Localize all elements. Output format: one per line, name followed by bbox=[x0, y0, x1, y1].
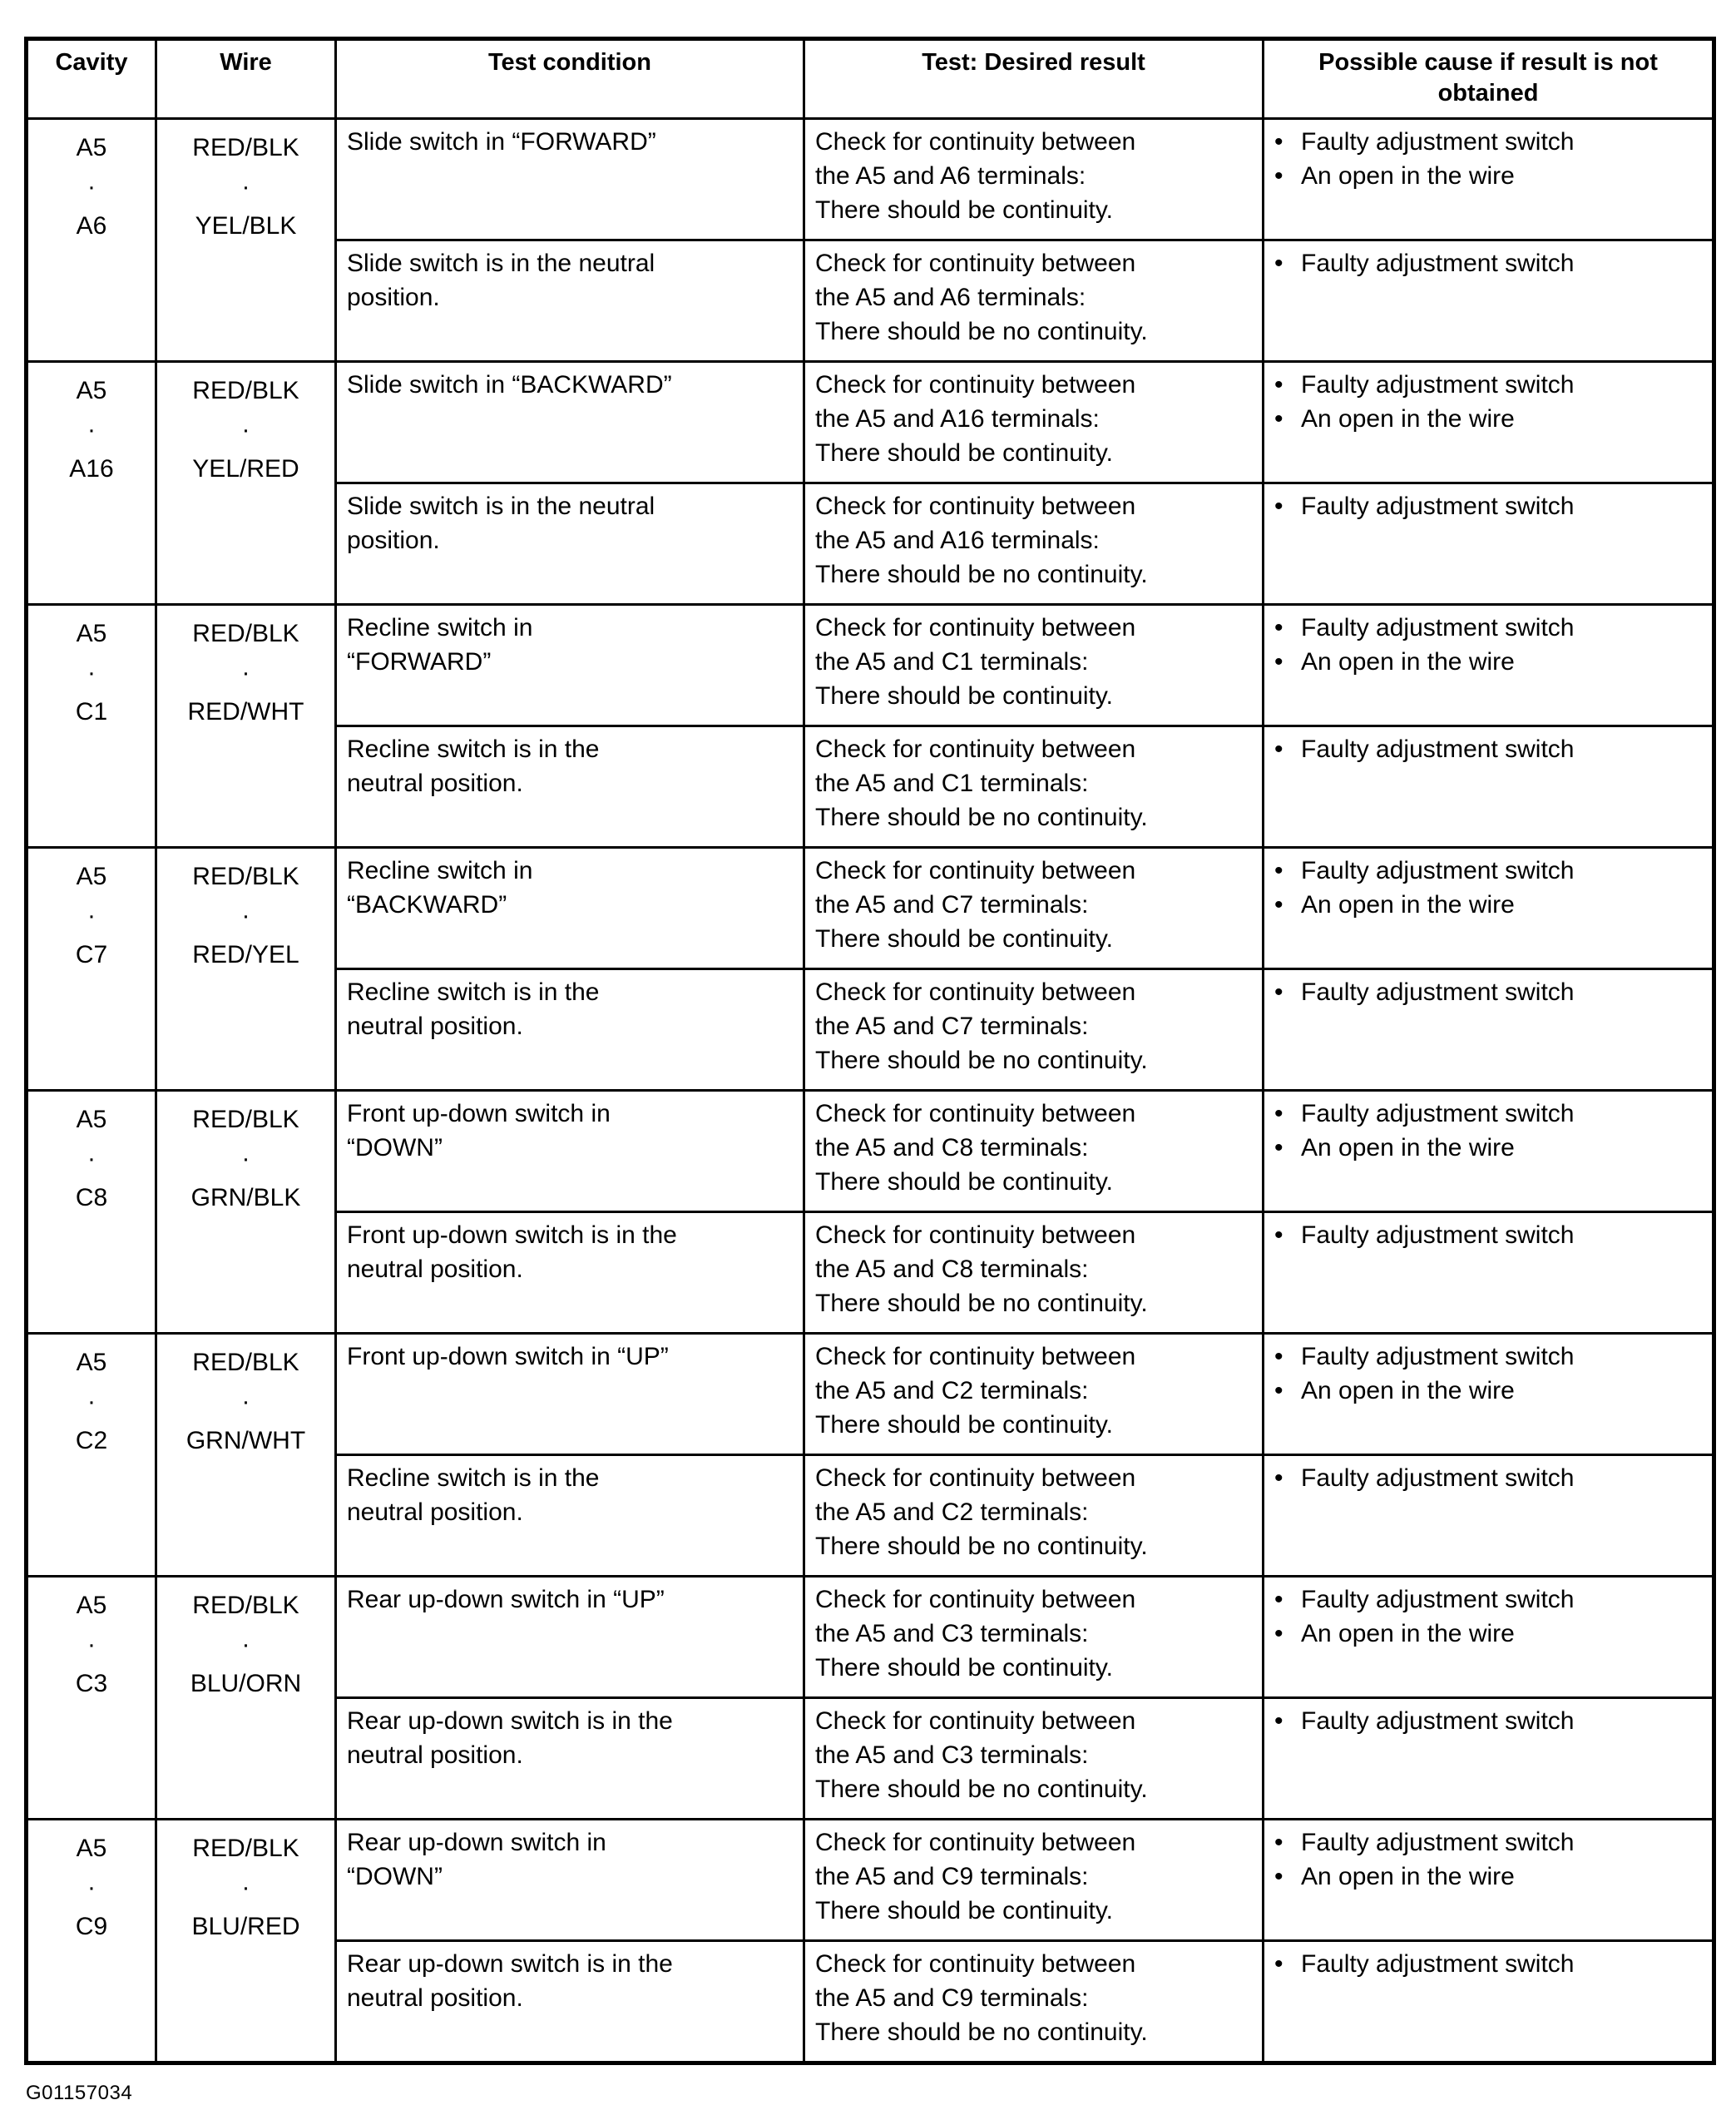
cavity-cell bbox=[27, 848, 156, 1091]
text-line: “BACKWARD” bbox=[347, 891, 507, 919]
cavity-line: · bbox=[87, 173, 96, 201]
table-row bbox=[27, 605, 1714, 726]
cause-item bbox=[1274, 125, 1702, 159]
test-condition-cell bbox=[336, 1455, 804, 1577]
test-result-cell bbox=[804, 969, 1264, 1091]
cause-item bbox=[1274, 1374, 1702, 1408]
table-row bbox=[27, 1577, 1714, 1698]
wire-line: BLU/RED bbox=[191, 1913, 300, 1940]
test-condition-cell bbox=[336, 1820, 804, 1941]
cause-text: Faulty adjustment switch bbox=[1301, 250, 1575, 277]
cause-text: Faulty adjustment switch bbox=[1301, 1221, 1575, 1249]
bullet-icon: • bbox=[1274, 614, 1283, 641]
text-line: Check for continuity between bbox=[815, 1586, 1136, 1613]
wire-line: RED/BLK bbox=[192, 620, 299, 647]
text-line: There should be no continuity. bbox=[815, 1290, 1148, 1317]
wire-line: RED/WHT bbox=[187, 698, 304, 726]
possible-cause-cell bbox=[1264, 483, 1714, 605]
wire-line: RED/BLK bbox=[192, 377, 299, 404]
cavity-line: · bbox=[87, 1388, 96, 1415]
bullet-icon: • bbox=[1274, 1707, 1283, 1735]
test-result-cell bbox=[804, 605, 1264, 726]
possible-cause-cell bbox=[1264, 1820, 1714, 1941]
col-header-possible-cause: Possible cause if result is not obtained bbox=[1264, 39, 1714, 119]
cause-item bbox=[1274, 732, 1702, 766]
cavity-line: · bbox=[87, 416, 96, 443]
text-line: Rear up-down switch is in the bbox=[347, 1707, 673, 1735]
text-line: There should be no continuity. bbox=[815, 1047, 1148, 1074]
test-result-cell bbox=[804, 1698, 1264, 1820]
cavity-line: C9 bbox=[75, 1913, 108, 1940]
possible-cause-cell bbox=[1264, 1455, 1714, 1577]
test-condition-cell bbox=[336, 240, 804, 362]
text-line: position. bbox=[347, 527, 440, 554]
possible-cause-cell bbox=[1264, 848, 1714, 969]
bullet-icon: • bbox=[1274, 736, 1283, 763]
bullet-icon: • bbox=[1274, 405, 1283, 433]
test-result-cell bbox=[804, 1577, 1264, 1698]
cavity-line: A5 bbox=[76, 377, 107, 404]
cavity-cell bbox=[27, 119, 156, 362]
cause-item bbox=[1274, 489, 1702, 523]
cause-item bbox=[1274, 402, 1702, 436]
header-row bbox=[27, 39, 1714, 119]
bullet-icon: • bbox=[1274, 978, 1283, 1006]
cause-text: Faulty adjustment switch bbox=[1301, 1343, 1575, 1370]
text-line: the A5 and C1 terminals: bbox=[815, 770, 1089, 797]
cause-item bbox=[1274, 1704, 1702, 1738]
table-row bbox=[27, 1820, 1714, 1941]
cause-text: Faulty adjustment switch bbox=[1301, 857, 1575, 884]
text-line: “DOWN” bbox=[347, 1134, 443, 1161]
text-line: Check for continuity between bbox=[815, 1221, 1136, 1249]
wire-line: RED/BLK bbox=[192, 1592, 299, 1619]
cause-text: Faulty adjustment switch bbox=[1301, 493, 1575, 520]
cause-item bbox=[1274, 1947, 1702, 1981]
cause-text: Faulty adjustment switch bbox=[1301, 1464, 1575, 1492]
text-line: Check for continuity between bbox=[815, 1950, 1136, 1978]
cause-text: Faulty adjustment switch bbox=[1301, 1100, 1575, 1127]
test-result-cell bbox=[804, 1334, 1264, 1455]
bullet-icon: • bbox=[1274, 857, 1283, 884]
text-line: There should be no continuity. bbox=[815, 1776, 1148, 1803]
cavity-line: A5 bbox=[76, 863, 107, 890]
test-condition-cell bbox=[336, 1334, 804, 1455]
text-line: Check for continuity between bbox=[815, 1100, 1136, 1127]
cause-item bbox=[1274, 1825, 1702, 1860]
wire-line: · bbox=[241, 1874, 250, 1901]
bullet-icon: • bbox=[1274, 648, 1283, 676]
wire-line: · bbox=[241, 173, 250, 201]
cause-text: An open in the wire bbox=[1301, 1134, 1515, 1161]
text-line: the A5 and C9 terminals: bbox=[815, 1863, 1089, 1890]
test-condition-cell bbox=[336, 362, 804, 483]
test-condition-cell bbox=[336, 605, 804, 726]
text-line: neutral position. bbox=[347, 770, 523, 797]
cavity-line: A5 bbox=[76, 1835, 107, 1862]
text-line: the A5 and C8 terminals: bbox=[815, 1134, 1089, 1161]
possible-cause-cell bbox=[1264, 1091, 1714, 1212]
cause-text: Faulty adjustment switch bbox=[1301, 1586, 1575, 1613]
cavity-line: A5 bbox=[76, 620, 107, 647]
col-header-test-condition: Test condition bbox=[336, 39, 804, 119]
text-line: the A5 and C2 terminals: bbox=[815, 1377, 1089, 1404]
col-header-desired-result: Test: Desired result bbox=[804, 39, 1264, 119]
text-line: neutral position. bbox=[347, 1741, 523, 1769]
table-row bbox=[27, 848, 1714, 969]
cavity-cell bbox=[27, 362, 156, 605]
text-line: the A5 and C8 terminals: bbox=[815, 1256, 1089, 1283]
text-line: neutral position. bbox=[347, 1498, 523, 1526]
text-line: neutral position. bbox=[347, 1256, 523, 1283]
text-line: Check for continuity between bbox=[815, 250, 1136, 277]
test-condition-cell bbox=[336, 1091, 804, 1212]
cause-item bbox=[1274, 159, 1702, 193]
cavity-line: C7 bbox=[75, 941, 108, 968]
text-line: Check for continuity between bbox=[815, 736, 1136, 763]
cause-item bbox=[1274, 611, 1702, 645]
text-line: Rear up-down switch in bbox=[347, 1829, 606, 1856]
cavity-line: · bbox=[87, 1631, 96, 1658]
test-condition-cell bbox=[336, 483, 804, 605]
wire-cell bbox=[156, 1820, 336, 2063]
cause-item bbox=[1274, 1582, 1702, 1617]
test-result-cell bbox=[804, 1820, 1264, 1941]
bullet-icon: • bbox=[1274, 1377, 1283, 1404]
bullet-icon: • bbox=[1274, 1464, 1283, 1492]
test-condition-cell bbox=[336, 1212, 804, 1334]
cavity-line: C3 bbox=[75, 1670, 108, 1697]
test-condition-cell bbox=[336, 726, 804, 848]
bullet-icon: • bbox=[1274, 1100, 1283, 1127]
text-line: There should be no continuity. bbox=[815, 2018, 1148, 2046]
text-line: There should be continuity. bbox=[815, 1897, 1113, 1924]
bullet-icon: • bbox=[1274, 1221, 1283, 1249]
test-condition-cell bbox=[336, 1941, 804, 2063]
wire-cell bbox=[156, 1577, 336, 1820]
bullet-icon: • bbox=[1274, 128, 1283, 156]
wire-line: RED/YEL bbox=[192, 941, 299, 968]
text-line: Slide switch is in the neutral bbox=[347, 250, 655, 277]
test-condition-cell bbox=[336, 1577, 804, 1698]
test-result-cell bbox=[804, 1212, 1264, 1334]
text-line: Front up-down switch in “UP” bbox=[347, 1343, 669, 1370]
bullet-icon: • bbox=[1274, 1950, 1283, 1978]
cavity-cell bbox=[27, 1091, 156, 1334]
bullet-icon: • bbox=[1274, 1343, 1283, 1370]
wire-cell bbox=[156, 1334, 336, 1577]
text-line: Check for continuity between bbox=[815, 1829, 1136, 1856]
wire-cell bbox=[156, 605, 336, 848]
text-line: Check for continuity between bbox=[815, 1343, 1136, 1370]
bullet-icon: • bbox=[1274, 162, 1283, 190]
table-row bbox=[27, 362, 1714, 483]
possible-cause-cell bbox=[1264, 119, 1714, 240]
cause-text: An open in the wire bbox=[1301, 1620, 1515, 1647]
cavity-cell bbox=[27, 1577, 156, 1820]
test-result-cell bbox=[804, 726, 1264, 848]
text-line: Check for continuity between bbox=[815, 978, 1136, 1006]
cause-text: Faulty adjustment switch bbox=[1301, 1829, 1575, 1856]
text-line: Check for continuity between bbox=[815, 614, 1136, 641]
col-header-cavity: Cavity bbox=[27, 39, 156, 119]
text-line: the A5 and A16 terminals: bbox=[815, 405, 1100, 433]
text-line: Recline switch is in the bbox=[347, 1464, 600, 1492]
cause-text: An open in the wire bbox=[1301, 1863, 1515, 1890]
possible-cause-cell bbox=[1264, 240, 1714, 362]
wire-cell bbox=[156, 119, 336, 362]
text-line: There should be no continuity. bbox=[815, 1533, 1148, 1560]
cavity-cell bbox=[27, 1820, 156, 2063]
wire-line: RED/BLK bbox=[192, 1106, 299, 1133]
bullet-icon: • bbox=[1274, 1620, 1283, 1647]
text-line: the A5 and C1 terminals: bbox=[815, 648, 1089, 676]
cause-text: Faulty adjustment switch bbox=[1301, 736, 1575, 763]
cause-item bbox=[1274, 246, 1702, 280]
cavity-line: C8 bbox=[75, 1184, 108, 1211]
wire-line: RED/BLK bbox=[192, 1349, 299, 1376]
text-line: Recline switch in bbox=[347, 614, 533, 641]
text-line: Recline switch is in the bbox=[347, 736, 600, 763]
text-line: the A5 and C3 terminals: bbox=[815, 1741, 1089, 1769]
text-line: Slide switch is in the neutral bbox=[347, 493, 655, 520]
possible-cause-cell bbox=[1264, 1698, 1714, 1820]
text-line: neutral position. bbox=[347, 1013, 523, 1040]
text-line: There should be continuity. bbox=[815, 1411, 1113, 1439]
text-line: Recline switch is in the bbox=[347, 978, 600, 1006]
table-body bbox=[27, 119, 1714, 2063]
cavity-line: A5 bbox=[76, 134, 107, 161]
cause-item bbox=[1274, 1617, 1702, 1651]
cause-text: An open in the wire bbox=[1301, 405, 1515, 433]
cause-text: An open in the wire bbox=[1301, 648, 1515, 676]
cavity-line: A6 bbox=[76, 212, 107, 240]
wire-line: · bbox=[241, 902, 250, 929]
cause-item bbox=[1274, 888, 1702, 922]
text-line: “FORWARD” bbox=[347, 648, 492, 676]
possible-cause-cell bbox=[1264, 362, 1714, 483]
cavity-cell bbox=[27, 605, 156, 848]
wire-line: YEL/RED bbox=[192, 455, 299, 483]
possible-cause-cell bbox=[1264, 969, 1714, 1091]
wire-line: BLU/ORN bbox=[190, 1670, 302, 1697]
cavity-line: A16 bbox=[69, 455, 114, 483]
cause-text: An open in the wire bbox=[1301, 891, 1515, 919]
diagnostic-table bbox=[24, 37, 1716, 2065]
text-line: There should be no continuity. bbox=[815, 804, 1148, 831]
cause-item bbox=[1274, 645, 1702, 679]
text-line: There should be continuity. bbox=[815, 1168, 1113, 1196]
bullet-icon: • bbox=[1274, 250, 1283, 277]
wire-line: RED/BLK bbox=[192, 863, 299, 890]
cause-text: Faulty adjustment switch bbox=[1301, 1707, 1575, 1735]
cavity-line: · bbox=[87, 1145, 96, 1172]
test-result-cell bbox=[804, 848, 1264, 969]
wire-line: RED/BLK bbox=[192, 134, 299, 161]
wire-line: · bbox=[241, 659, 250, 686]
text-line: neutral position. bbox=[347, 1984, 523, 2012]
cavity-line: A5 bbox=[76, 1106, 107, 1133]
cavity-line: C1 bbox=[75, 698, 108, 726]
wire-line: · bbox=[241, 1145, 250, 1172]
wire-line: · bbox=[241, 1388, 250, 1415]
cause-item bbox=[1274, 1097, 1702, 1131]
bullet-icon: • bbox=[1274, 493, 1283, 520]
text-line: the A5 and C2 terminals: bbox=[815, 1498, 1089, 1526]
test-condition-cell bbox=[336, 848, 804, 969]
cause-text: An open in the wire bbox=[1301, 162, 1515, 190]
wire-line: YEL/BLK bbox=[195, 212, 297, 240]
text-line: position. bbox=[347, 284, 440, 311]
test-result-cell bbox=[804, 362, 1264, 483]
table-row bbox=[27, 119, 1714, 240]
bullet-icon: • bbox=[1274, 1134, 1283, 1161]
text-line: the A5 and A6 terminals: bbox=[815, 162, 1086, 190]
cause-text: Faulty adjustment switch bbox=[1301, 978, 1575, 1006]
cavity-line: A5 bbox=[76, 1592, 107, 1619]
text-line: There should be continuity. bbox=[815, 439, 1113, 467]
text-line: Slide switch in “FORWARD” bbox=[347, 128, 656, 156]
text-line: Check for continuity between bbox=[815, 493, 1136, 520]
cause-text: An open in the wire bbox=[1301, 1377, 1515, 1404]
text-line: the A5 and C9 terminals: bbox=[815, 1984, 1089, 2012]
bullet-icon: • bbox=[1274, 891, 1283, 919]
wire-cell bbox=[156, 1091, 336, 1334]
text-line: the A5 and A16 terminals: bbox=[815, 527, 1100, 554]
possible-cause-cell bbox=[1264, 1212, 1714, 1334]
text-line: Check for continuity between bbox=[815, 1464, 1136, 1492]
wire-line: GRN/WHT bbox=[185, 1427, 306, 1454]
cause-text: Faulty adjustment switch bbox=[1301, 371, 1575, 399]
text-line: There should be no continuity. bbox=[815, 561, 1148, 588]
test-result-cell bbox=[804, 1455, 1264, 1577]
cause-item bbox=[1274, 854, 1702, 888]
test-result-cell bbox=[804, 1941, 1264, 2063]
possible-cause-cell bbox=[1264, 1577, 1714, 1698]
cause-item bbox=[1274, 1340, 1702, 1374]
cause-item bbox=[1274, 1461, 1702, 1495]
bullet-icon: • bbox=[1274, 1863, 1283, 1890]
text-line: Check for continuity between bbox=[815, 128, 1136, 156]
cavity-line: · bbox=[87, 659, 96, 686]
test-condition-cell bbox=[336, 119, 804, 240]
wire-line: · bbox=[241, 416, 250, 443]
text-line: Slide switch in “BACKWARD” bbox=[347, 371, 672, 399]
cause-item bbox=[1274, 368, 1702, 402]
possible-cause-cell bbox=[1264, 1941, 1714, 2063]
wire-cell bbox=[156, 362, 336, 605]
text-line: Front up-down switch in bbox=[347, 1100, 611, 1127]
cavity-cell bbox=[27, 1334, 156, 1577]
test-condition-cell bbox=[336, 1698, 804, 1820]
cavity-line: · bbox=[87, 1874, 96, 1901]
text-line: There should be continuity. bbox=[815, 1654, 1113, 1682]
text-line: the A5 and A6 terminals: bbox=[815, 284, 1086, 311]
cause-item bbox=[1274, 1860, 1702, 1894]
text-line: the A5 and C7 terminals: bbox=[815, 1013, 1089, 1040]
wire-line: RED/BLK bbox=[192, 1835, 299, 1862]
bullet-icon: • bbox=[1274, 1586, 1283, 1613]
wire-cell bbox=[156, 848, 336, 1091]
test-result-cell bbox=[804, 119, 1264, 240]
cause-item bbox=[1274, 1218, 1702, 1252]
cause-item bbox=[1274, 1131, 1702, 1165]
possible-cause-cell bbox=[1264, 605, 1714, 726]
text-line: There should be continuity. bbox=[815, 925, 1113, 953]
text-line: Check for continuity between bbox=[815, 857, 1136, 884]
cause-text: Faulty adjustment switch bbox=[1301, 128, 1575, 156]
cavity-line: · bbox=[87, 902, 96, 929]
cause-text: Faulty adjustment switch bbox=[1301, 614, 1575, 641]
text-line: the A5 and C7 terminals: bbox=[815, 891, 1089, 919]
table-row bbox=[27, 1091, 1714, 1212]
cause-text: Faulty adjustment switch bbox=[1301, 1950, 1575, 1978]
text-line: There should be continuity. bbox=[815, 196, 1113, 224]
test-result-cell bbox=[804, 483, 1264, 605]
cavity-line: C2 bbox=[75, 1427, 108, 1454]
cause-item bbox=[1274, 975, 1702, 1009]
bullet-icon: • bbox=[1274, 371, 1283, 399]
text-line: There should be no continuity. bbox=[815, 318, 1148, 345]
cavity-line: A5 bbox=[76, 1349, 107, 1376]
col-header-wire: Wire bbox=[156, 39, 336, 119]
text-line: Check for continuity between bbox=[815, 371, 1136, 399]
text-line: Front up-down switch is in the bbox=[347, 1221, 677, 1249]
wire-line: GRN/BLK bbox=[190, 1184, 301, 1211]
figure-id: G01157034 bbox=[26, 2082, 133, 2104]
text-line: Check for continuity between bbox=[815, 1707, 1136, 1735]
test-result-cell bbox=[804, 240, 1264, 362]
text-line: Rear up-down switch in “UP” bbox=[347, 1586, 665, 1613]
text-line: Rear up-down switch is in the bbox=[347, 1950, 673, 1978]
possible-cause-cell bbox=[1264, 726, 1714, 848]
text-line: “DOWN” bbox=[347, 1863, 443, 1890]
table-row bbox=[27, 1334, 1714, 1455]
possible-cause-cell bbox=[1264, 1334, 1714, 1455]
wire-line: · bbox=[241, 1631, 250, 1658]
bullet-icon: • bbox=[1274, 1829, 1283, 1856]
text-line: Recline switch in bbox=[347, 857, 533, 884]
text-line: There should be continuity. bbox=[815, 682, 1113, 710]
test-condition-cell bbox=[336, 969, 804, 1091]
test-result-cell bbox=[804, 1091, 1264, 1212]
text-line: the A5 and C3 terminals: bbox=[815, 1620, 1089, 1647]
